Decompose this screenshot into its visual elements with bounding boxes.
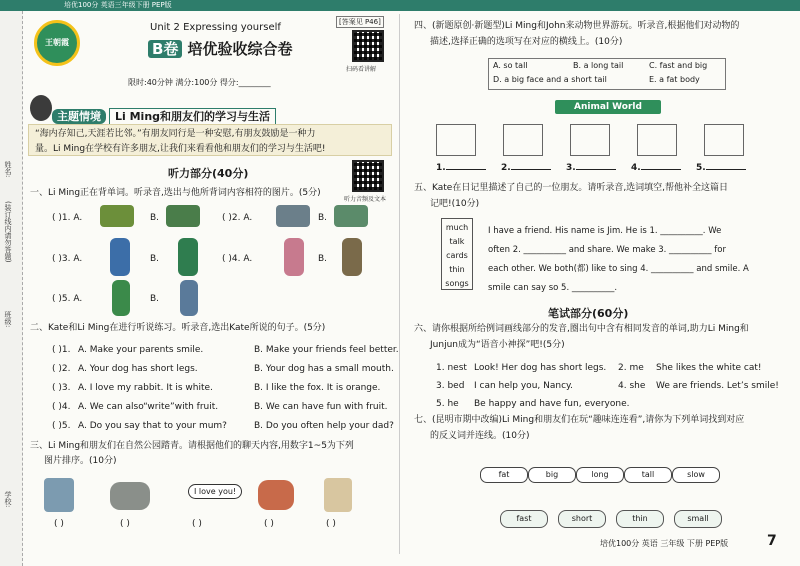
giraffe-picture: [436, 124, 476, 156]
q2-row: [52, 360, 399, 379]
header-qr-caption: 扫码看讲解: [346, 66, 377, 73]
q3-instruction: 三、Li Ming和朋友们在自然公园踏青。请根据他们的聊天内容,用数字1~5为下列: [30, 441, 354, 451]
girl-picture: [342, 238, 362, 276]
q6-sentence[interactable]: Be happy and have fun, everyone.: [474, 399, 630, 409]
q7-kids-row: [480, 447, 706, 481]
q2-option-a: A. I love my rabbit. It is white.: [78, 383, 213, 393]
q4-blank[interactable]: 2.: [501, 162, 566, 175]
q3-paren[interactable]: ( ): [192, 519, 202, 529]
binding-margin: [0, 11, 23, 566]
q6-instruction: 六、请你根据所给例词画线部分的发音,圈出句中含有相同发音的单词,助力Li Ming和: [414, 324, 749, 334]
page-divider: [399, 14, 400, 554]
q2-num[interactable]: ( )2.: [52, 364, 71, 374]
q5-word: cards: [446, 251, 468, 260]
q2-option-b: B. I like the fox. It is orange.: [254, 383, 381, 393]
q1-item: ( )3. A.: [52, 254, 83, 264]
monkey-picture: [704, 124, 744, 156]
top-band-text: 培优100分 英语三年级下册 PEP版: [64, 1, 172, 9]
q7-top-word[interactable]: tall: [624, 467, 672, 483]
boy-picture: [180, 280, 198, 316]
q7-top-word[interactable]: fat: [480, 467, 528, 483]
animal-world-banner: Animal World: [555, 100, 661, 114]
q6-sentence[interactable]: I can help you, Nancy.: [474, 381, 573, 391]
q1-option-b: B.: [150, 213, 160, 223]
q5-line: I have a friend. His name is Jim. He is 1. __________. We: [488, 226, 722, 236]
unit-title: Unit 2 Expressing yourself: [150, 22, 281, 33]
paper-title: [148, 38, 292, 59]
q2-row: [52, 341, 399, 360]
q7-top-word[interactable]: slow: [672, 467, 720, 483]
panda-picture: [637, 124, 677, 156]
q7-bottom-word[interactable]: short: [558, 510, 606, 528]
answer-page-tag: [答案见 P46]: [336, 16, 384, 28]
q1-item: ( )4. A.: [222, 254, 253, 264]
q2-instruction: 二、Kate和Li Ming在进行听说练习。听录音,选出Kate所说的句子。(5分): [30, 323, 326, 333]
q4-option: C. fast and big: [649, 61, 708, 70]
q2-row: [52, 417, 399, 436]
q1-option-b: B.: [318, 254, 328, 264]
brand-logo: 王朝霞: [34, 20, 80, 66]
q2-num[interactable]: ( )4.: [52, 402, 71, 412]
speech-bubble: I love you!: [188, 484, 242, 499]
q6-example: 4. she: [618, 381, 646, 391]
intro-line-2: 量。Li Ming在学校有许多朋友,让我们来看看他和朋友们的学习与生活吧!: [35, 144, 326, 154]
name-label: 姓名:: [4, 161, 12, 178]
q3-paren[interactable]: ( ): [264, 519, 274, 529]
q2-option-b: B. Do you often help your dad?: [254, 421, 394, 431]
q6-example: 2. me: [618, 363, 644, 373]
q5-word-box: [441, 218, 473, 290]
q2-row: [52, 379, 399, 398]
elephant-picture: [110, 482, 150, 510]
q4-blank[interactable]: 3.: [566, 162, 631, 175]
q7-top-word[interactable]: long: [576, 467, 624, 483]
q6-example: 5. he: [436, 399, 459, 409]
q2-list: [52, 341, 399, 436]
q1-item: ( )1. A.: [52, 213, 83, 223]
q6-list: [436, 359, 779, 413]
q2-num[interactable]: ( )5.: [52, 421, 71, 431]
q7-bottles-row: [500, 510, 722, 528]
q6-example: 1. nest: [436, 363, 467, 373]
q7-bottom-word[interactable]: small: [674, 510, 722, 528]
q4-blank[interactable]: 5.: [696, 162, 756, 175]
q4-option: D. a big face and a short tail: [493, 75, 607, 84]
q4-option: A. so tall: [493, 61, 528, 70]
page-number: 7: [767, 533, 777, 549]
fish-picture: [276, 205, 310, 227]
q2-option-a: A. Make your parents smile.: [78, 345, 204, 355]
q6-sentence[interactable]: We are friends. Let’s smile!: [656, 381, 779, 391]
q5-diary-text: [488, 222, 749, 298]
header-qr-code[interactable]: [352, 30, 384, 62]
footer-text: 培优100分 英语 三年级 下册 PEP版: [600, 539, 729, 548]
q2-row: [52, 398, 399, 417]
q4-instruction: 四、(新题原创·新题型)Li Ming和John来动物世界游玩。听录音,根据他们对动物的: [414, 21, 740, 31]
top-band: [0, 0, 800, 11]
q5-instruction-cont: 记吧!(10分): [430, 199, 480, 209]
q7-instruction-cont: 的反义词并连线。(10分): [430, 431, 530, 441]
q2-option-b: B. Your dog has a small mouth.: [254, 364, 394, 374]
q5-word: thin: [449, 265, 465, 274]
q4-instruction-cont: 描述,选择正确的选项写在对应的横线上。(10分): [430, 37, 623, 47]
food-plate-picture: [166, 205, 200, 227]
q1-instruction: 一、Li Ming正在背单词。听录音,选出与他所背词内容相符的图片。(5分): [30, 188, 321, 198]
boy-mascot-icon: [30, 95, 52, 121]
theme-intro: [28, 124, 392, 156]
q3-instruction-cont: 图片排序。(10分): [44, 456, 117, 466]
q2-option-a: A. We can also“write”with fruit.: [78, 402, 219, 412]
q5-line: often 2. __________ and share. We make 3. __________ for: [488, 245, 726, 255]
theme-heading: [52, 108, 276, 124]
q3-paren[interactable]: ( ): [54, 519, 64, 529]
class-label: 班级:: [4, 311, 12, 328]
q4-option: B. a long tail: [573, 61, 624, 70]
q5-word: much: [445, 223, 469, 232]
writing-section-title: 笔试部分(60分): [548, 307, 629, 320]
q5-word: talk: [449, 237, 465, 246]
q1-option-b: B.: [318, 213, 328, 223]
q4-options-box: [488, 58, 726, 90]
cheetah-picture: [570, 124, 610, 156]
gift-box-picture: [100, 205, 134, 227]
q2-option-a: A. Do you say that to your mum?: [78, 421, 227, 431]
q6-sentence[interactable]: She likes the white cat!: [656, 363, 762, 373]
q5-line: smile can say so 5. __________.: [488, 283, 618, 293]
listening-section-title: 听力部分(40分): [168, 167, 249, 180]
q7-bottom-word[interactable]: fast: [500, 510, 548, 528]
boy-picture: [112, 280, 130, 316]
q4-blank[interactable]: 4.: [631, 162, 696, 175]
intro-line-1: “海内存知己,天涯若比邻。”有朋友同行是一种安慰,有朋友鼓励是一种力: [35, 129, 316, 139]
school-label: 学校:: [4, 491, 12, 508]
q5-word: songs: [445, 279, 469, 288]
q7-top-word[interactable]: big: [528, 467, 576, 483]
q3-paren[interactable]: ( ): [326, 519, 336, 529]
animal-picture: [334, 205, 368, 227]
boy-picture: [178, 238, 198, 276]
boy-picture: [110, 238, 130, 276]
boy-painting-picture: [44, 478, 74, 512]
q2-option-b: B. Make your friends feel better.: [254, 345, 399, 355]
fox-picture: [258, 480, 294, 510]
level-tag: B卷: [148, 40, 182, 58]
time-score-limits: 限时:40分钟 满分:100分 得分:________: [128, 78, 271, 87]
q5-line: each other. We both(都) like to sing 4. __________ and smile. A: [488, 264, 749, 274]
q1-item: ( )2. A.: [222, 213, 253, 223]
q1-item: ( )5. A.: [52, 294, 83, 304]
q5-instruction: 五、Kate在日记里描述了自己的一位朋友。请听录音,选词填空,帮他补全这篇日: [414, 183, 729, 193]
q4-option: E. a fat body: [649, 75, 700, 84]
girl-picture: [284, 238, 304, 276]
q6-instruction-cont: Junjun成为“语音小神探”吧!(5分): [430, 340, 565, 350]
q2-num[interactable]: ( )1.: [52, 345, 71, 355]
q4-blank[interactable]: 1.: [436, 162, 501, 175]
q7-bottom-word[interactable]: thin: [616, 510, 664, 528]
kids-playing-picture: [324, 478, 352, 512]
tiger-picture: [503, 124, 543, 156]
paper-title-text: 培优验收综合卷: [187, 40, 293, 58]
q2-option-b: B. We can have fun with fruit.: [254, 402, 388, 412]
binding-line-note: (装订线内请勿答题): [4, 201, 12, 263]
q3-paren[interactable]: ( ): [120, 519, 130, 529]
q6-sentence[interactable]: Look! Her dog has short legs.: [474, 363, 607, 373]
q1-option-b: B.: [150, 294, 160, 304]
theme-label: 主题情境: [52, 109, 106, 124]
q7-instruction: 七、(昆明市期中改编)Li Ming和朋友们在玩“趣味连连看”,请你为下列单词找到对应: [414, 415, 745, 425]
theme-title: Li Ming和朋友们的学习与生活: [109, 108, 276, 125]
animal-pictures-row: [436, 124, 744, 159]
audio-qr-code[interactable]: [352, 160, 384, 192]
q6-example: 3. bed: [436, 381, 465, 391]
audio-qr-caption: 听力音频及文本: [344, 196, 387, 203]
q2-num[interactable]: ( )3.: [52, 383, 71, 393]
q4-blanks: [436, 162, 756, 175]
q1-option-b: B.: [150, 254, 160, 264]
q2-option-a: A. Your dog has short legs.: [78, 364, 198, 374]
